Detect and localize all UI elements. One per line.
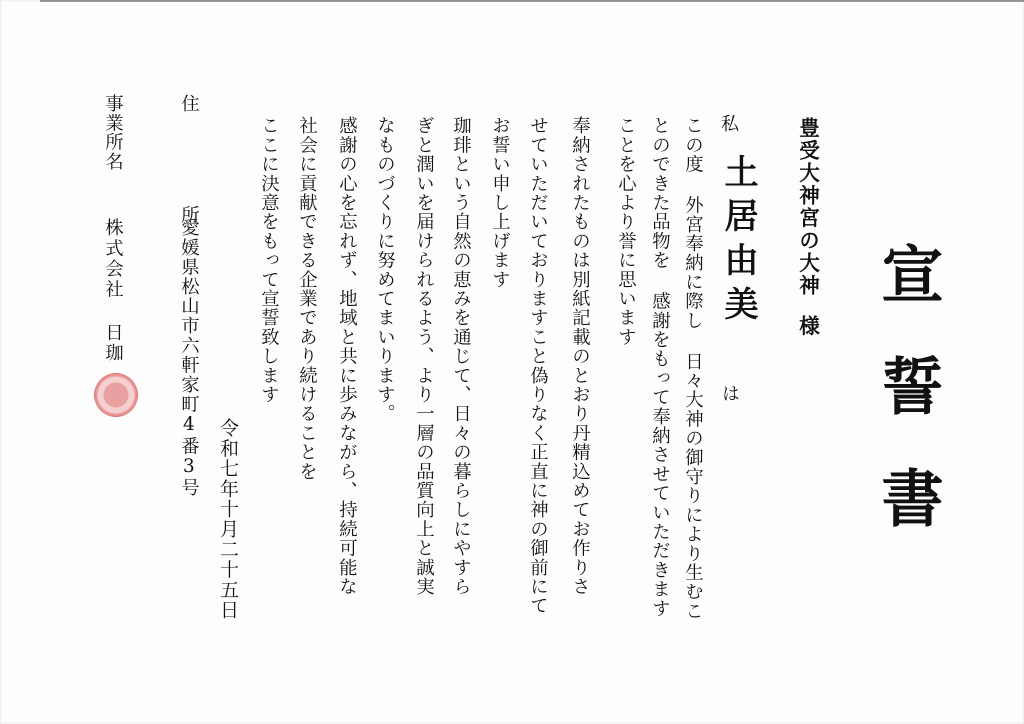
body-line: お誓い申し上げます bbox=[489, 116, 511, 289]
pledger-particle: は bbox=[719, 384, 740, 402]
body-line: とのできた品物を 感謝をもって奉納させていただきます bbox=[649, 116, 671, 618]
body-line: ぎと潤いを届けられるよう、より一層の品質向上と誠実 bbox=[413, 116, 435, 596]
addressee bbox=[797, 117, 818, 338]
document-title: 宣誓書 bbox=[871, 242, 944, 578]
body-line: 感謝の心を忘れず、地域と共に歩みながら、持続可能な bbox=[336, 116, 358, 596]
body-line: この度 外宮奉納に際し 日々大神の御守りにより生むこ bbox=[682, 116, 704, 621]
address-value: 愛媛県松山市六軒家町4番3号 bbox=[178, 218, 200, 498]
company-value: 株式会社 日珈 bbox=[102, 218, 124, 364]
body-line: なものづくりに努めてまいります。 bbox=[374, 116, 396, 424]
company-label: 事業所名 bbox=[102, 94, 124, 171]
addressee-honorific: 様 bbox=[795, 315, 820, 338]
body-line: ここに決意をもって宣誓致します bbox=[258, 116, 280, 404]
pledger-pronoun: 私 bbox=[718, 114, 739, 132]
company-seal-stamp bbox=[94, 373, 138, 417]
scan-top-edge bbox=[40, 0, 1024, 2]
body-line: 社会に貢献できる企業であり続けることを bbox=[296, 116, 318, 481]
body-line: ことを心より誉に思います bbox=[615, 116, 637, 347]
body-line: 奉納されたものは別紙記載のとおり丹精込めてお作りさ bbox=[569, 116, 591, 596]
body-line: 珈琲という自然の恵みを通じて、日々の暮らしにやすら bbox=[450, 116, 472, 596]
pledge-date: 令和七年十月二十五日 bbox=[217, 418, 239, 620]
address-label: 住 所 bbox=[178, 94, 200, 260]
body-line: せていただいておりますこと偽りなく正直に神の御前にて bbox=[527, 116, 549, 616]
pledger-name: 土居由美 bbox=[718, 154, 758, 330]
addressee-name: 豊受大神宮の大神 bbox=[795, 117, 820, 297]
